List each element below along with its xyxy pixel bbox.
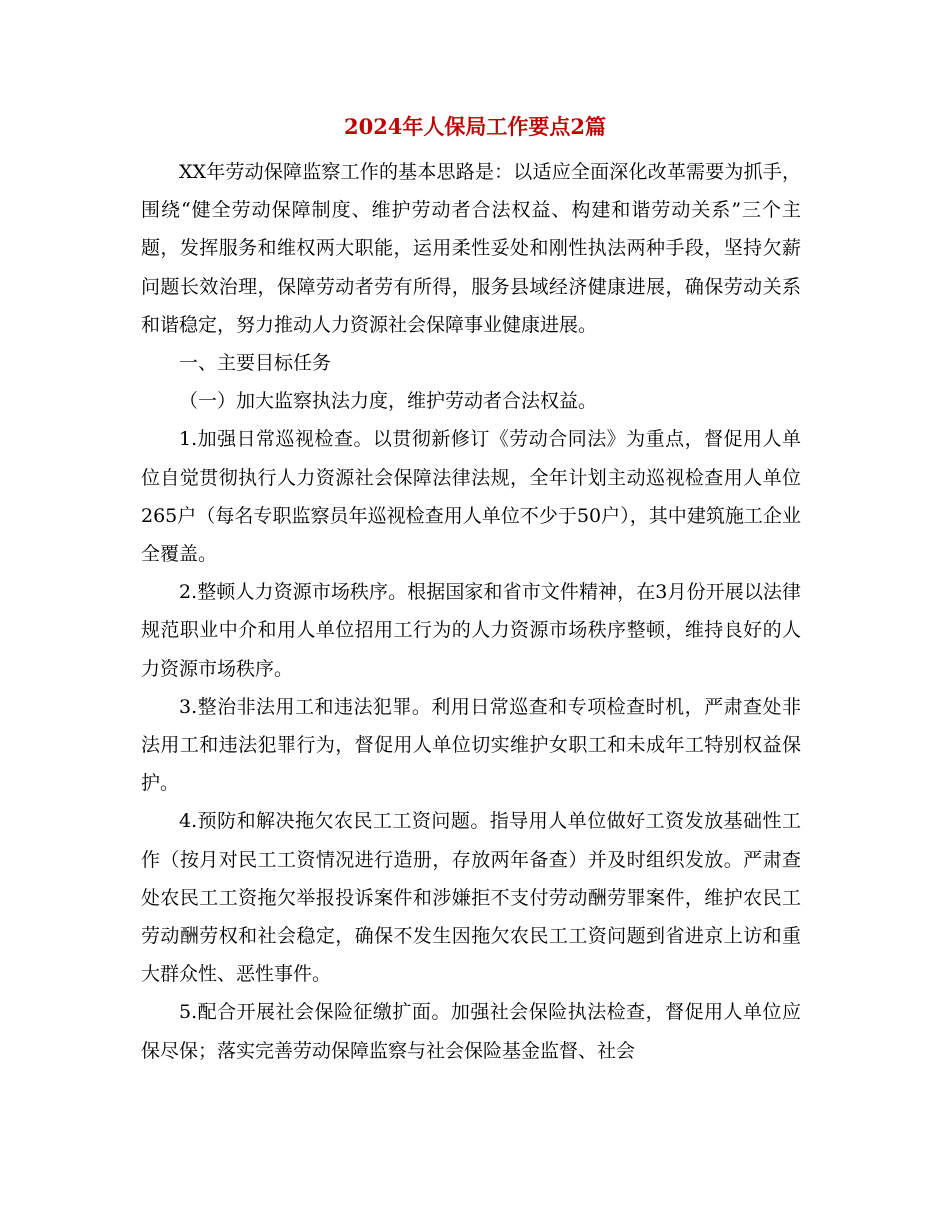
document-title: 2024年人保局工作要点2篇 [343,114,607,139]
paragraph-item-4: 4.预防和解决拖欠农民工工资问题。指导用人单位做好工资发放基础性工作（按月对民工工资情况进行造册，存放两年备查）并及时组织发放。严肃查处农民工工资拖欠举报投诉案件和涉嫌拒不支付劳动酬劳罪案件，维护农民工劳动酬劳权和社会稳定，确保不发生因拖欠农民工工资问题到省进京上访和重大群众性、恶性事件。 [141,810,801,986]
paragraph-item-5: 5.配合开展社会保险征缴扩面。加强社会保险执法检查，督促用人单位应保尽保；落实完善劳动保障监察与社会保险基金监督、社会 [141,1001,801,1062]
subsection-heading: （一）加大监察执法力度，维护劳动者合法权益。 [179,390,598,413]
paragraph-item-2: 2.整顿人力资源市场秩序。根据国家和省市文件精神，在3月份开展以法律规范职业中介和用人单位招用工行为的人力资源市场秩序整顿，维持良好的人力资源市场秩序。 [141,581,801,680]
document-body [141,153,801,1070]
paragraph-intro: XX年劳动保障监察工作的基本思路是：以适应全面深化改革需要为抓手，围绕“健全劳动保障制度、维护劳动者合法权益、构建和谐劳动关系”三个主题，发挥服务和维权两大职能，运用柔性妥处和刚性执法两种手段，坚持欠薪问题长效治理，保障劳动者劳有所得，服务县域经济健康进展，确保劳动关系和谐稳定，努力推动人力资源社会保障事业健康进展。 [141,161,801,336]
section-heading: 一、主要目标任务 [179,352,332,375]
paragraph-item-1: 1.加强日常巡视检查。以贯彻新修订《劳动合同法》为重点，督促用人单位自觉贯彻执行人力资源社会保障法律法规，全年计划主动巡视检查用人单位265户（每名专职监察员年巡视检查用人单位不少于50户），其中建筑施工企业全覆盖。 [141,428,801,566]
paragraph-item-3: 3.整治非法用工和违法犯罪。利用日常巡查和专项检查时机，严肃查处非法用工和违法犯罪行为，督促用人单位切实维护女职工和未成年工特别权益保护。 [141,695,801,795]
